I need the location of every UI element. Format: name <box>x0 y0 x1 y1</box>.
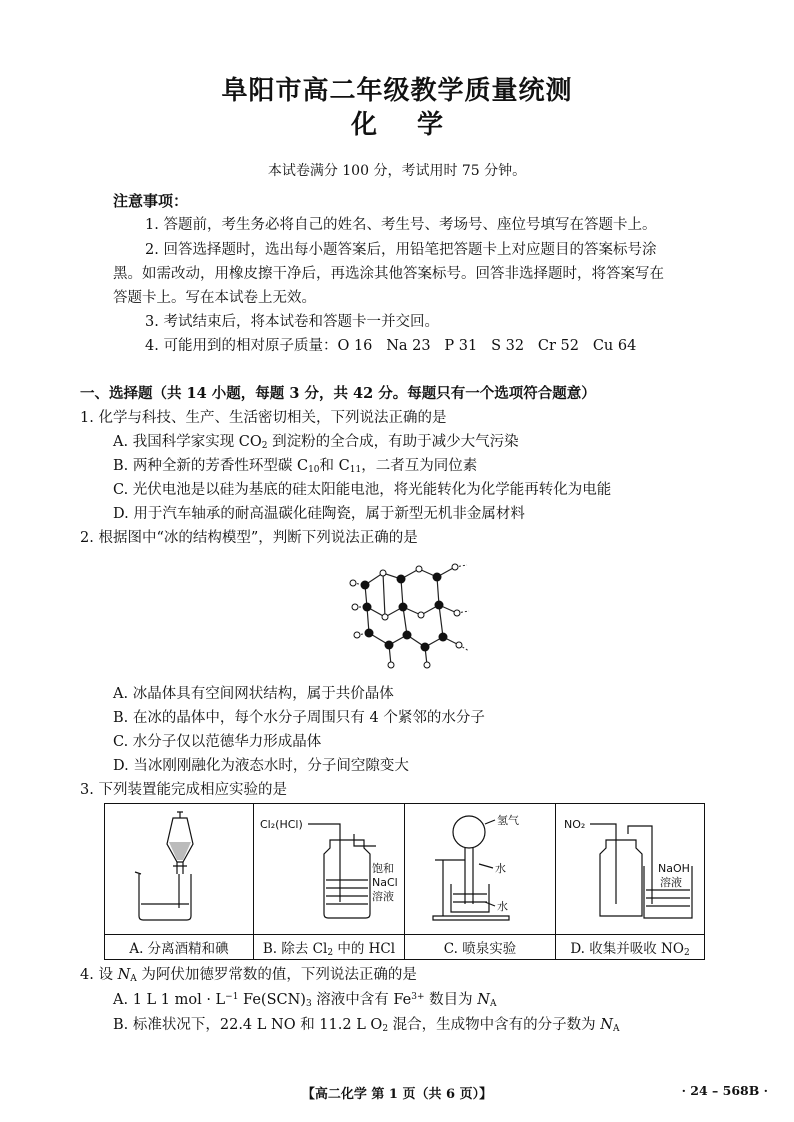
c-water-label-2: 水 <box>497 900 508 913</box>
q3-cell-a <box>105 804 254 935</box>
ice-structure-figure <box>345 555 475 675</box>
note-3: 3. 考试结束后，将本试卷和答题卡一并交回。 <box>145 314 439 330</box>
d-sol-label-2: 溶液 <box>660 876 682 889</box>
d-sol-label-1: NaOH <box>658 862 690 875</box>
q3-apparatus-table <box>104 803 705 960</box>
q1-option-d: D. 用于汽车轴承的耐高温碳化硅陶瓷，属于新型无机非金属材料 <box>113 506 525 522</box>
q3-cell-d <box>556 804 705 935</box>
c-gas-label: 氢气 <box>497 814 519 827</box>
q2-option-b: B. 在冰的晶体中，每个水分子周围只有 4 个紧邻的水分子 <box>113 710 485 726</box>
q3-caption-c: C. 喷泉实验 <box>405 935 556 960</box>
q1-stem: 1. 化学与科技、生产、生活密切相关，下列说法正确的是 <box>80 410 447 426</box>
exam-info: 本试卷满分 100 分，考试用时 75 分钟。 <box>267 163 527 179</box>
q4-stem: 4. 设 $N_A$ 为阿伏加德罗常数的值，下列说法正确的是 <box>80 967 417 984</box>
q2-option-d: D. 当冰刚刚融化为液态水时，分子间空隙变大 <box>113 758 409 774</box>
q3-caption-b: B. 除去 $Cl_2$ 中的 HCl <box>254 935 405 960</box>
note-2c: 答题卡上。写在本试卷上无效。 <box>113 290 316 306</box>
b-gas-label: Cl₂(HCl) <box>260 818 303 831</box>
separatory-funnel-figure <box>105 804 253 930</box>
subject-title: 化学 <box>350 110 483 140</box>
q1-option-c: C. 光伏电池是以硅为基底的硅太阳能电池，将光能转化为化学能再转化为电能 <box>113 482 612 498</box>
exam-title: 阜阳市高二年级教学质量统测 <box>221 76 573 106</box>
paper-code: · 24 – 568B · <box>681 1083 768 1098</box>
d-gas-label: NO₂ <box>564 818 586 831</box>
q1-option-b: B. 两种全新的芳香性环型碳 $C_{10}$和 $C_{11}$，二者互为同位素 <box>113 458 478 475</box>
q2-stem: 2. 根据图中“冰的结构模型”，判断下列说法正确的是 <box>80 530 418 546</box>
note-2b: 黑。如需改动，用橡皮擦干净后，再选涂其他答案标号。回答非选择题时，将答案写在 <box>113 266 664 282</box>
q3-caption-a: A. 分离酒精和碘 <box>105 935 254 960</box>
q2-option-a: A. 冰晶体具有空间网状结构，属于共价晶体 <box>113 686 394 702</box>
q2-option-c: C. 水分子仅以范德华力形成晶体 <box>113 734 322 750</box>
note-4: 4. 可能用到的相对原子质量：O 16 Na 23 P 31 S 32 Cr 52 Cu 64 <box>145 338 637 354</box>
q4-option-a: A. 1 L 1 mol · $L^{-1}$ $Fe(SCN)_3$ 溶液中含有 $Fe^{3+}$ 数目为 $N_A$ <box>113 992 497 1009</box>
note-2a: 2. 回答选择题时，选出每小题答案后，用铅笔把答题卡上对应题目的答案标号涂 <box>145 242 657 258</box>
q3-stem: 3. 下列装置能完成相应实验的是 <box>80 782 287 798</box>
page-footer: 【高二化学 第 1 页（共 6 页）】 <box>301 1087 493 1102</box>
gas-washing-bottle-figure <box>254 804 404 930</box>
q3-cell-b <box>254 804 405 935</box>
b-sol-label-3: 溶液 <box>372 890 394 903</box>
q3-caption-d: D. 收集并吸收 $NO_2$ <box>556 935 705 960</box>
q4-option-b: B. 标准状况下，22.4 L NO 和 11.2 L $O_2$ 混合，生成物中含有的分子数为 $N_A$ <box>113 1017 620 1034</box>
q1-option-a: A. 我国科学家实现 $CO_2$ 到淀粉的全合成，有助于减少大气污染 <box>113 434 519 451</box>
section1-heading: 一、选择题（共 14 小题，每题 3 分，共 42 分。每题只有一个选项符合题意） <box>80 385 596 402</box>
b-sol-label-2: NaCl <box>372 876 398 889</box>
fountain-experiment-figure <box>405 804 555 930</box>
note-1: 1. 答题前，考生务必将自己的姓名、考生号、考场号、座位号填写在答题卡上。 <box>145 217 657 233</box>
notes-heading: 注意事项： <box>113 192 189 210</box>
collect-absorb-figure <box>556 804 704 930</box>
b-sol-label-1: 饱和 <box>372 862 394 875</box>
c-water-label-1: 水 <box>495 862 506 875</box>
q3-cell-c <box>405 804 556 935</box>
